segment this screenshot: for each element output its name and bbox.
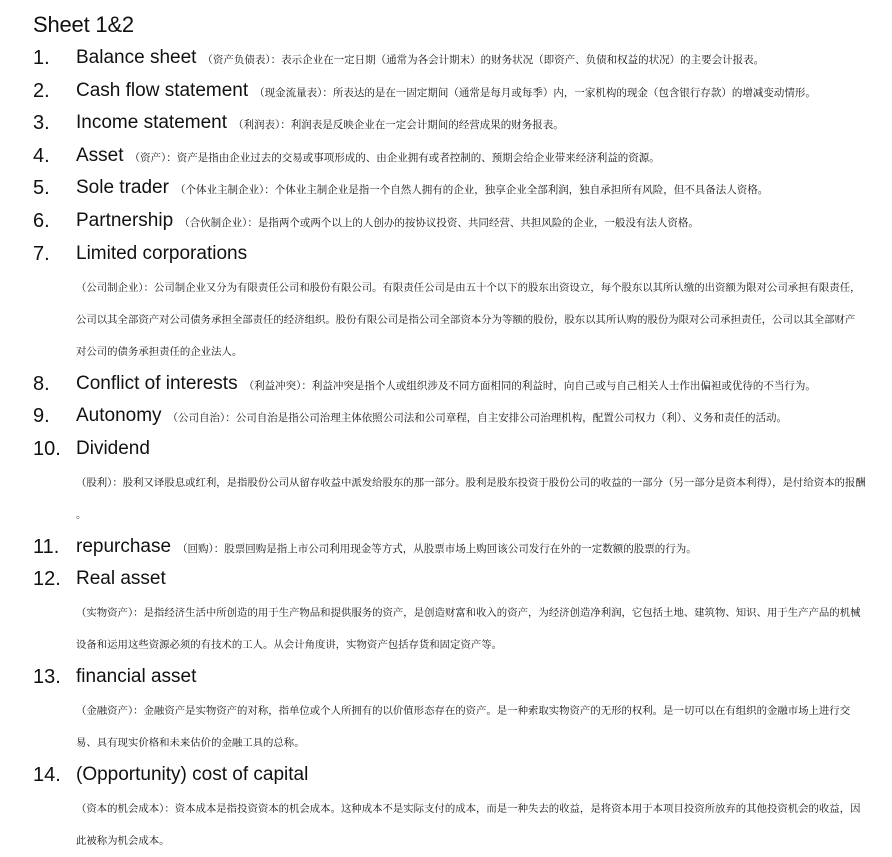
paragraph-line: （实物资产）：是指经济生活中所创造的用于生产物品和提供服务的资产，是创造财富和收入的资产，为经济创造净利润，它包括土地、建筑物、知识、用于生产产品的机械 <box>76 607 861 619</box>
list-item <box>33 436 888 462</box>
item-term <box>76 175 768 203</box>
term-text: Sole trader <box>76 177 169 198</box>
term-text: Income statement <box>76 112 228 133</box>
term-text: repurchase <box>76 536 172 557</box>
term-text: Autonomy <box>76 405 162 426</box>
item-term <box>76 403 787 431</box>
term-text: (Opportunity) cost of capital <box>76 764 309 785</box>
item-term <box>76 566 172 594</box>
item-number: 10. <box>33 438 61 460</box>
item-definition-paragraph <box>76 467 886 531</box>
item-number: 5. <box>33 177 50 199</box>
item-term <box>76 45 764 73</box>
item-definition-paragraph <box>76 597 886 661</box>
paragraph-line: （资本的机会成本）：资本成本是指投资资本的机会成本。这种成本不是实际支付的成本，而是一种失去的收益，是将资本用于本项目投资所放弃的其他投资机会的收益，因 <box>76 803 861 815</box>
paragraph-line: 公司以其全部资产对公司债务承担全部责任的经济组织。股份有限公司是指公司全部资本分为等额的股份，股东以其所认购的股份为限对公司承担责任，公司以其全部财产 <box>76 314 856 326</box>
list-item <box>33 45 888 71</box>
item-number: 7. <box>33 243 50 265</box>
term-text: Dividend <box>76 438 150 459</box>
item-definition: （资产负债表）：表示企业在一定日期（通常为各会计期末）的财务状况（即资产、负债和权益的状况）的主要会计报表。 <box>202 54 765 66</box>
list-item <box>33 175 888 201</box>
item-term <box>76 762 314 790</box>
item-definition: （回购）：股票回购是指上市公司利用现金等方式，从股票市场上购回该公司发行在外的一定数额的股票的行为。 <box>177 543 697 555</box>
item-term <box>76 143 660 171</box>
item-term <box>76 371 816 399</box>
list-item <box>33 208 888 234</box>
item-definition-paragraph <box>76 793 886 857</box>
item-term <box>76 78 816 106</box>
term-text: Balance sheet <box>76 47 197 68</box>
term-text: Asset <box>76 145 124 166</box>
paragraph-line: 易、具有现实价格和未来估价的金融工具的总称。 <box>76 737 305 749</box>
term-text: Conflict of interests <box>76 373 238 394</box>
list-item <box>33 371 888 397</box>
item-number: 8. <box>33 373 50 395</box>
term-text: Real asset <box>76 568 166 589</box>
item-number: 13. <box>33 666 61 688</box>
item-term <box>76 664 202 692</box>
list-item <box>33 110 888 136</box>
paragraph-line: （股利）：股利又译股息或红利，是指股份公司从留存收益中派发给股东的那一部分。股利是股东投资于股份公司的收益的一部分（另一部分是资本利得），是付给资本的报酬 <box>76 477 866 489</box>
item-number: 14. <box>33 764 61 786</box>
list-item <box>33 403 888 429</box>
item-number: 3. <box>33 112 50 134</box>
item-definition: （公司自治）：公司自治是指公司治理主体依照公司法和公司章程，自主安排公司治理机构，配置公司权力（利）、义务和责任的活动。 <box>167 412 788 424</box>
paragraph-line: 设备和运用这些资源必须的有技术的工人。从会计角度讲，实物资产包括存货和固定资产等。 <box>76 639 503 651</box>
item-definition-paragraph <box>76 272 886 368</box>
item-number: 4. <box>33 145 50 167</box>
paragraph-line: 此被称为机会成本。 <box>76 835 170 847</box>
list-item <box>33 534 888 560</box>
item-number: 12. <box>33 568 61 590</box>
item-number: 1. <box>33 47 50 69</box>
list-item <box>33 762 888 788</box>
document-title: Sheet 1&2 <box>33 12 134 37</box>
item-definition: （合伙制企业）：是指两个或两个以上的人创办的按协议投资、共同经营、共担风险的企业，一般没有法人资格。 <box>179 217 699 229</box>
paragraph-line: （公司制企业）：公司制企业又分为有限责任公司和股份有限公司。有限责任公司是由五十个以下的股东出资设立，每个股东以其所认缴的出资额为限对公司承担有限责任， <box>76 282 861 294</box>
item-term <box>76 241 253 269</box>
item-term <box>76 534 697 562</box>
list-item <box>33 566 888 592</box>
item-number: 6. <box>33 210 50 232</box>
item-term <box>76 110 564 138</box>
term-text: financial asset <box>76 666 197 687</box>
item-definition: （个体业主制企业）：个体业主制企业是指一个自然人拥有的企业，独享企业全部利润，独自承担所有风险，但不具备法人资格。 <box>174 184 769 196</box>
item-number: 11. <box>33 536 60 558</box>
paragraph-line: （金融资产）：金融资产是实物资产的对称，指单位或个人所拥有的以价值形态存在的资产。是一种索取实物资产的无形的权利。是一切可以在有组织的金融市场上进行交 <box>76 705 851 717</box>
paragraph-line: 。 <box>76 509 87 521</box>
list-item <box>33 241 888 267</box>
paragraph-line: 对公司的债务承担责任的企业法人。 <box>76 346 243 358</box>
item-term <box>76 436 156 464</box>
item-definition: （资产）：资产是指由企业过去的交易或事项形成的、由企业拥有或者控制的、预期会给企业带来经济利益的资源。 <box>129 152 660 164</box>
term-text: Partnership <box>76 210 174 231</box>
item-definition: （利益冲突）：利益冲突是指个人或组织涉及不同方面相同的利益时，向自己或与自己相关人士作出偏袒或优待的不当行为。 <box>243 380 816 392</box>
list-item <box>33 143 888 169</box>
term-text: Limited corporations <box>76 243 248 264</box>
list-item <box>33 664 888 690</box>
item-number: 2. <box>33 80 50 102</box>
item-definition: （现金流量表）：所表达的是在一固定期间（通常是每月或每季）内，一家机构的现金（包含银行存款）的增减变动情形。 <box>254 87 816 99</box>
item-number: 9. <box>33 405 50 427</box>
item-term <box>76 208 699 236</box>
item-definition-paragraph <box>76 695 886 759</box>
term-text: Cash flow statement <box>76 80 249 101</box>
list-item <box>33 78 888 104</box>
item-definition: （利润表）：利润表是反映企业在一定会计期间的经营成果的财务报表。 <box>233 119 564 131</box>
